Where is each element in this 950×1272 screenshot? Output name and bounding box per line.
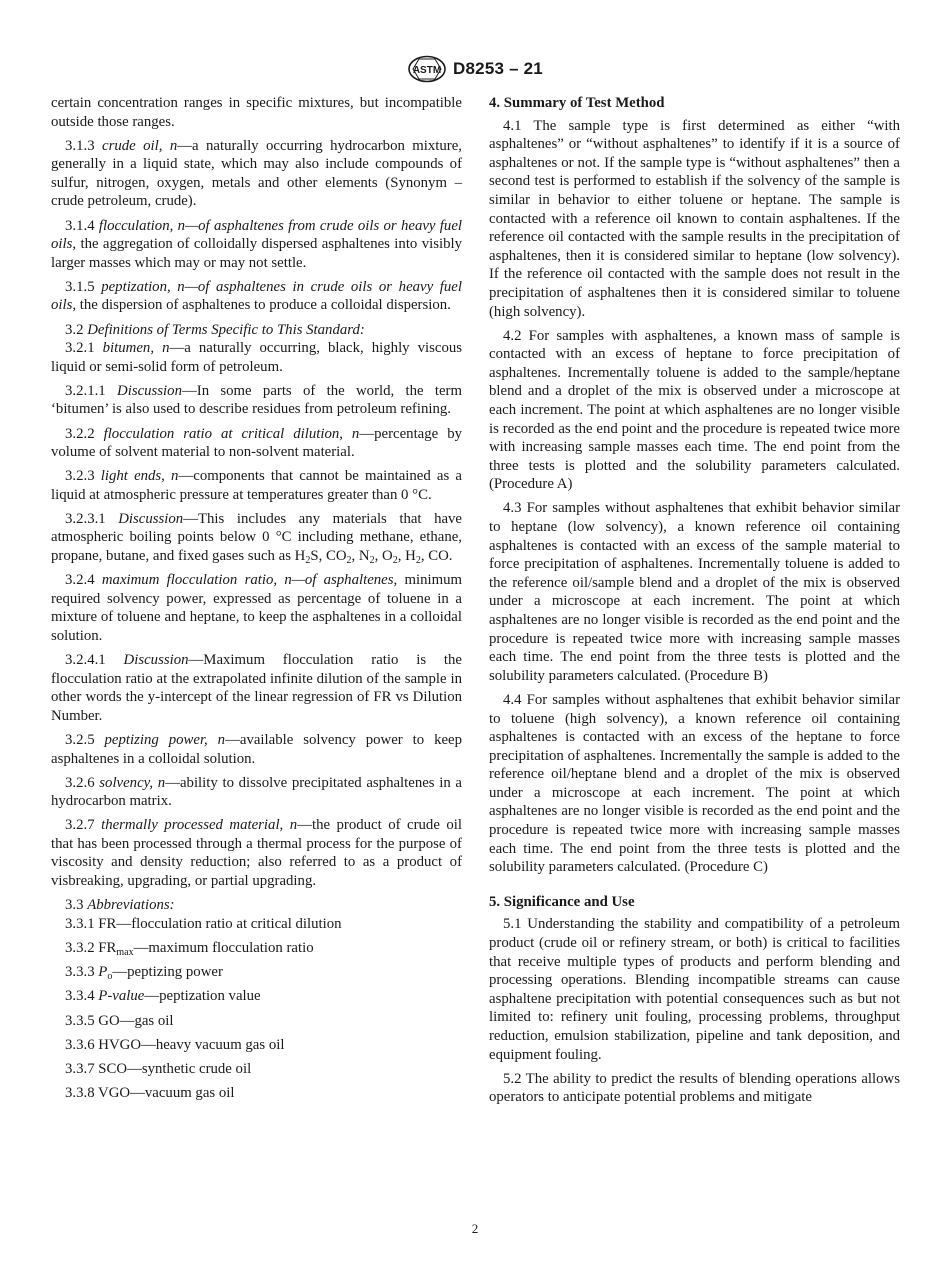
astm-logo-icon <box>407 55 447 83</box>
abbreviation-po: 3.3.3 $P_o—peptizing$ power <box>65 964 223 983</box>
left-column <box>51 94 462 1108</box>
discussion-3-2-1-1: 3.2.1.1 Discussion—In some parts of the world, the term ‘bitumen’ is also used to describe residues from petroleum refining. <box>51 382 462 418</box>
definition-3-2-3: 3.2.3 light ends, n—components that cannot be maintained as a liquid at atmospheric pressure at temperatures greater than 0 °C. <box>51 468 462 503</box>
paragraph-4-1: 4.1 The sample type is first determined as either “with asphaltenes” or “without asphaltenes” to identify if it is a source of asphaltenes or not. If the sample type is “without asphaltenes” then a second test is performed to establish if the solvency of the sample is similar in behavior to either toluene or heptane. The sample is contacted with a reference oil known to contain asphaltenes. If the reference oil contacted with the sample results in the precipitation of asphaltenes, then it is considered similar to heptane (low solvency). If the reference oil contacted with the sample does not result in the precipitation of asphaltenes then it is considered similar to toluene (high solvency). <box>489 117 900 320</box>
paragraph-4-2: 4.2 For samples with asphaltenes, a known mass of sample is contacted with an excess of heptane to force precipitation of asphaltenes. Incrementally toluene is added to the sample/heptane blend and a droplet of the mix is observed under a microscope at each increment. The point at which asphaltenes are no longer visible is recorded as the end point and the procedure is repeated twice more with increasing sample masses each time. The end point from the three tests is plotted and the solubility parameters calculated. (Procedure A) <box>489 327 900 493</box>
definition-3-2-2: 3.2.2 flocculation ratio at critical dilution, n—percentage by volume of solvent material to non-solvent material. <box>51 425 462 461</box>
section-heading-5: 5. Significance and Use <box>489 893 635 910</box>
logo-text: ASTM <box>412 65 442 76</box>
abbreviation-frmax: 3.3.2 $FR_{max}—maximum$ flocculation ratio <box>65 939 314 958</box>
paragraph-5-1: 5.1 Understanding the stability and compatibility of a petroleum product (crude oil or refinery stream, or both) is critical to facilities that receive multiple types of products and perform blending and processing operations. Blending incompatible streams can cause asphaltene precipitation with potential consequences such as but not limited to: refinery unit fouling, processing problems, throughput reduction, emulsion stabilization, pipeline and tank deposition, and equipment fouling. <box>489 916 900 1063</box>
page-header <box>0 52 950 86</box>
abbreviation-fr: 3.3.1 FR—flocculation ratio at critical dilution <box>65 915 342 932</box>
abbreviation-hvgo: 3.3.6 HVGO—heavy vacuum gas oil <box>65 1036 285 1053</box>
definition-3-2-7: 3.2.7 thermally processed material, n—the product of crude oil that has been processed through a thermal process for the purpose of viscosity and density reduction; also referred to as a product of visbreaking, upgrading, or partial upgrading. <box>51 817 463 890</box>
discussion-3-2-4-1: 3.2.4.1 Discussion—Maximum flocculation ratio is the flocculation ratio at the extrapolated infinite dilution of the sample in other words the y-intercept of the linear regression of FR vs Dilution Number. <box>51 652 463 724</box>
definition-3-2-5: 3.2.5 peptizing power, n—available solvency power to keep asphaltenes in a colloidal solution. <box>51 731 463 767</box>
document-id: D8253 – 21 <box>453 59 543 78</box>
paragraph-continuation: certain concentration ranges in specific mixtures, but incompatible outside those ranges. <box>51 95 462 130</box>
definition-3-2-6: 3.2.6 solvency, n—ability to dissolve precipitated asphaltenes in a hydrocarbon matrix. <box>51 774 463 810</box>
page-number: 2 <box>471 1221 479 1236</box>
abbreviation-vgo: 3.3.8 VGO—vacuum gas oil <box>65 1085 235 1102</box>
section-3-3: 3.3 Abbreviations: <box>65 897 175 914</box>
definition-3-2-4: 3.2.4 maximum flocculation ratio, n—of asphaltenes, minimum required solvency power, expressed as percentage of toluene in a mixture of toluene and heptane, to keep the asphaltenes in a colloidal solution. <box>51 572 463 644</box>
discussion-3-2-3-1: 3.2.3.1 Discussion—This includes any materials that have atmospheric boiling points below 0 °C including methane, ethane, propane, butane, and fixed gases such as $H_2S$, $CO_2$, $N_2$, $O_2$, $H_2$, CO. <box>51 510 462 567</box>
paragraph-4-3: 4.3 For samples without asphaltenes that exhibit behavior similar to heptane (low solvency), a known reference oil containing asphaltenes is contacted with an excess of the sample material to force precipitation of asphaltenes. Incrementally toluene is added to the reference oil/sample blend and a droplet of the mix is observed under a microscope at each increment. The point at which asphaltenes are no longer visible is recorded as the end point and the procedure is repeated twice more with increasing sample masses each time. The end point from the three tests is plotted and the solubility parameters calculated. (Procedure B) <box>489 500 900 684</box>
paragraph-5-2: 5.2 The ability to predict the results of blending operations allows operators to anticipate potential problems and mitigate <box>489 1070 900 1106</box>
definition-3-1-3: 3.1.3 crude oil, n—a naturally occurring hydrocarbon mixture, generally in a liquid state, which may also include compounds of sulfur, nitrogen, oxygen, metals and other elements (Synonym – crude petroleum, crude). <box>51 137 462 210</box>
paragraph-4-4: 4.4 For samples without asphaltenes that exhibit behavior similar to toluene (high solvency), a known reference oil containing asphaltenes is contacted with an excess of the heptane to force precipitation of asphaltenes. Incrementally the sample is added to the reference oil/heptane blend and a droplet of the mix is observed under a microscope at each increment. The point at which asphaltenes are no longer visible is recorded as the end point and the procedure is repeated twice more with increasing sample masses each time. The end point from the three tests is plotted and the solubility parameters calculated. (Procedure C) <box>489 691 900 876</box>
definition-3-1-5: 3.1.5 peptization, n—of asphaltenes in crude oils or heavy fuel oils, the dispersion of asphaltenes to produce a colloidal dispersion. <box>51 278 462 314</box>
abbreviation-go: 3.3.5 GO—gas oil <box>65 1012 174 1029</box>
abbreviation-sco: 3.3.7 SCO—synthetic crude oil <box>65 1060 252 1077</box>
abbreviation-p-value: 3.3.4 P-value—peptization value <box>65 988 261 1005</box>
section-3-2: 3.2 Definitions of Terms Specific to This Standard: <box>65 321 365 338</box>
definition-3-2-1: 3.2.1 bitumen, n—a naturally occurring, black, highly viscous liquid or semi-solid form of petroleum. <box>51 340 463 375</box>
definition-3-1-4: 3.1.4 flocculation, n—of asphaltenes from crude oils or heavy fuel oils, the aggregation of colloidally dispersed asphaltenes into visibly larger masses which may or may not settle. <box>51 217 462 271</box>
right-column <box>489 94 900 1112</box>
section-heading-4: 4. Summary of Test Method <box>489 95 665 111</box>
